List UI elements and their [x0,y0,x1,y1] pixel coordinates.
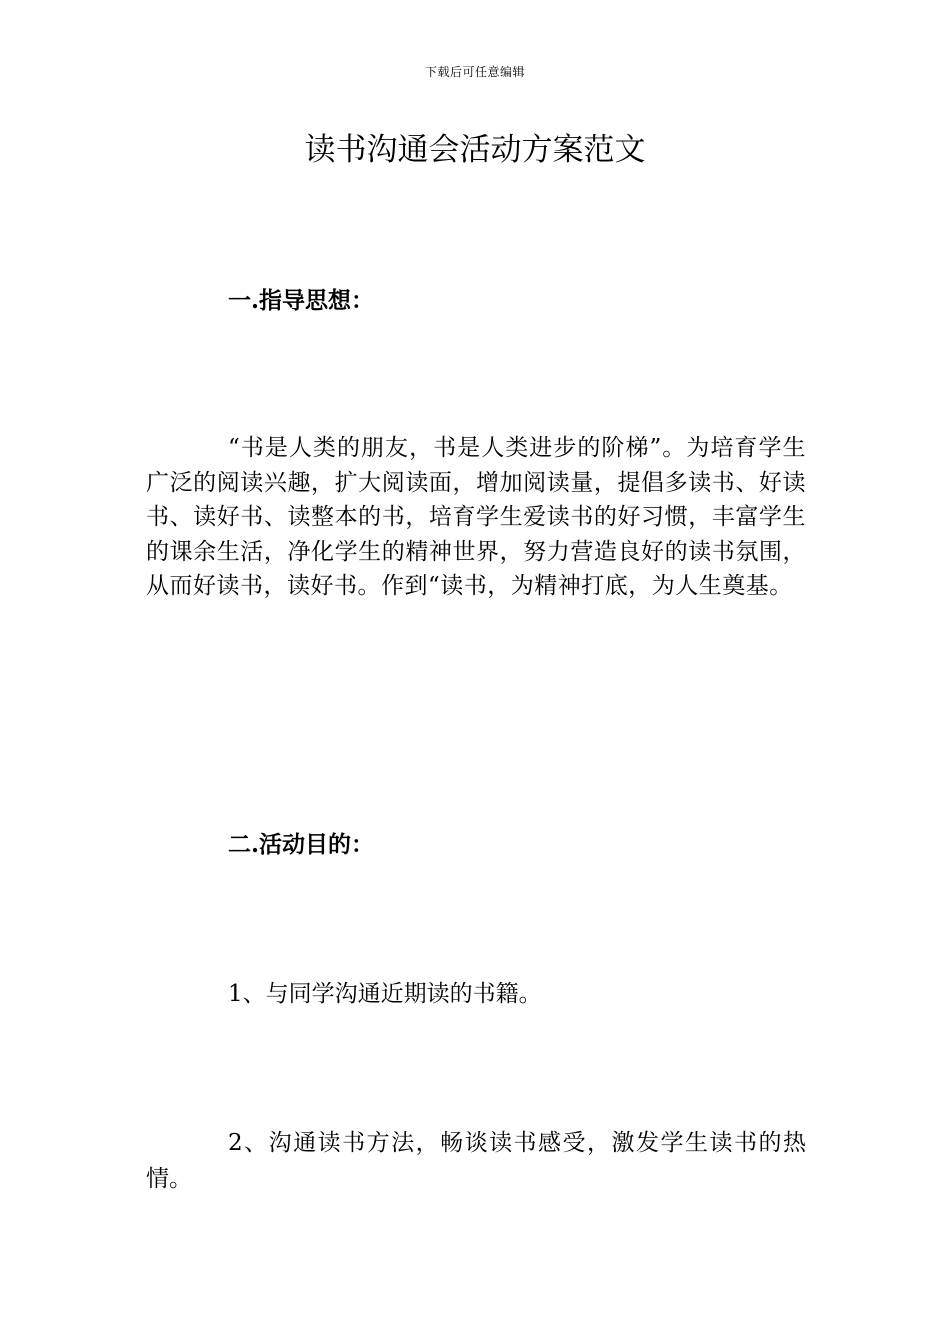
section-paragraph-guiding-ideology: “书是人类的朋友，书是人类进步的阶梯”。为培育学生广泛的阅读兴趣，扩大阅读面，增加阅读量，提倡多读书、好读书、读好书、读整本的书，培育学生爱读书的好习惯，丰富学生的课余生活，净化学生的精神世界，努力营造良好的读书氛围，从而好读书，读好书。作到“读书，为精神打底，为人生奠基。 [146,435,806,599]
document-title: 读书沟通会活动方案范文 [304,132,646,168]
header-note: 下载后可任意编辑 [424,65,525,79]
section-heading-activity-purpose: 二.活动目的： [228,831,375,858]
section-heading-guiding-ideology: 一.指导思想： [228,287,375,314]
list-item-purpose-2: 2、沟通读书方法，畅谈读书感受，激发学生读书的热情。 [146,1130,806,1192]
list-item-purpose-1: 1、与同学沟通近期读的书籍。 [228,981,542,1007]
